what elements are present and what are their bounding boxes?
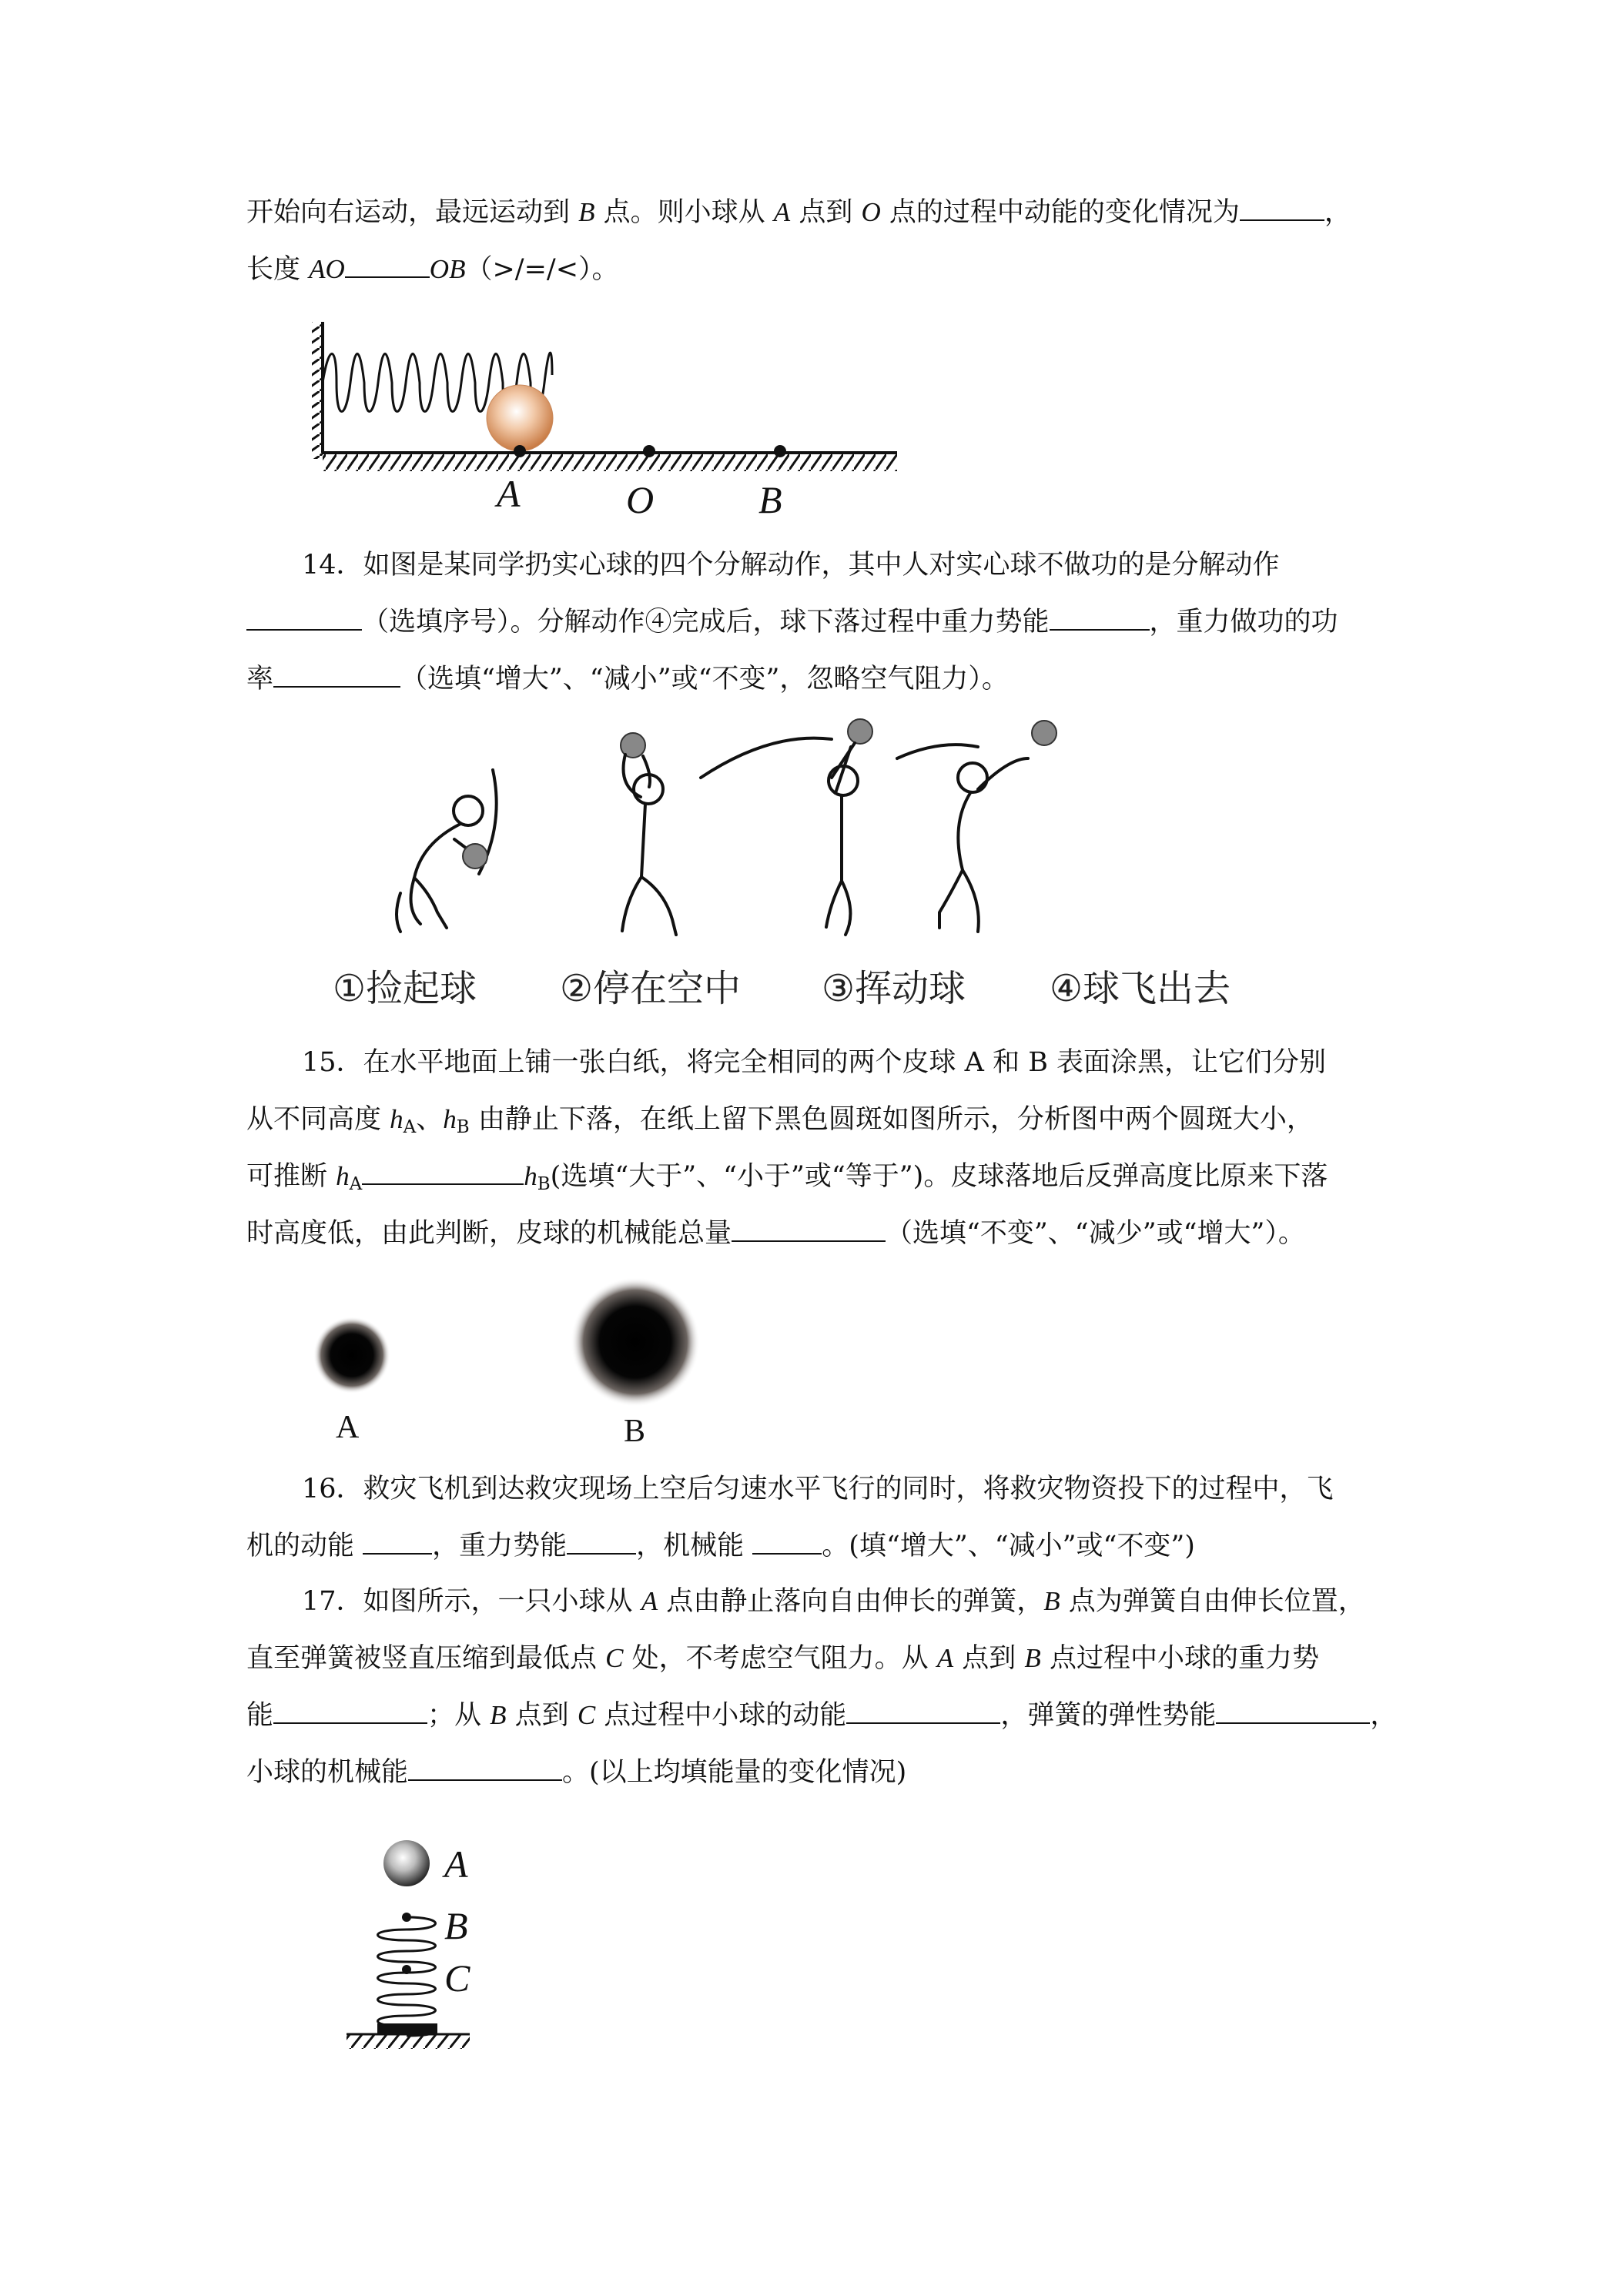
label-o: O <box>626 478 655 521</box>
question-number: 16． <box>302 1474 363 1504</box>
text: （选填序号）。分解动作④完成后，球下落过程中重力势能 <box>362 607 1050 638</box>
answer-blank[interactable] <box>752 1530 822 1555</box>
pose-throw <box>897 721 1056 932</box>
text: ，重力势能 <box>432 1531 568 1561</box>
text: 、 <box>416 1104 444 1135</box>
point-b: B <box>490 1700 507 1730</box>
subscript-b: B <box>537 1174 551 1194</box>
spring-label-c: C <box>444 1956 470 2000</box>
text: 点过程中小球的重力势 <box>1040 1643 1319 1674</box>
height-symbol: h <box>390 1104 403 1134</box>
q15-line2 <box>246 1103 1314 1144</box>
q14-line2 <box>246 605 1338 639</box>
spot-label-a: A <box>336 1410 360 1445</box>
segment-ao: AO <box>309 254 345 284</box>
q14-line1 <box>302 548 1280 582</box>
text: 点的过程中动能的变化情况为 <box>880 197 1240 228</box>
q16-line1 <box>302 1472 1334 1506</box>
q13-line2 <box>246 253 619 286</box>
text: 救灾飞机到达救灾现场上空后匀速水平飞行的同时，将救灾物资投下的过程中，飞 <box>363 1474 1334 1504</box>
subscript-a: A <box>349 1174 363 1194</box>
label-b: B <box>758 478 782 521</box>
base-plate <box>377 2023 437 2034</box>
question-number: 17． <box>302 1586 363 1617</box>
spot-b <box>571 1277 700 1407</box>
text: 机的动能 <box>246 1531 363 1561</box>
height-symbol: h <box>336 1161 350 1191</box>
subscript-b: B <box>456 1117 470 1137</box>
answer-blank[interactable] <box>246 606 362 631</box>
point-a: A <box>773 197 791 227</box>
text: 点过程中小球的动能 <box>595 1700 847 1731</box>
question-number: 14． <box>302 550 363 581</box>
q15-line3 <box>246 1160 1328 1201</box>
q15-line4 <box>246 1217 1305 1250</box>
spot-a <box>313 1317 390 1394</box>
text: (选填“大于”、“小于”或“等于”)。皮球落地后反弹高度比原来下落 <box>550 1161 1328 1192</box>
pose-hold <box>621 733 676 935</box>
answer-blank[interactable] <box>846 1699 1000 1724</box>
point-c: C <box>577 1700 596 1730</box>
text: 小球的机械能 <box>246 1757 409 1788</box>
spring-ball-figure <box>304 316 912 539</box>
vertical-spring <box>378 1917 436 2036</box>
text: （选填“不变”、“减少”或“增大”）。 <box>886 1218 1305 1249</box>
text: 。(以上均填能量的变化情况) <box>562 1757 907 1788</box>
point-o: O <box>861 197 881 227</box>
point-c-dot <box>402 1965 411 1974</box>
answer-blank[interactable] <box>362 1160 524 1185</box>
text: 由静止下落，在纸上留下黑色圆斑如图所示，分析图中两个圆斑大小， <box>469 1104 1314 1135</box>
label-a: A <box>497 472 521 515</box>
pose-pick-up <box>397 770 497 932</box>
spring-label-b: B <box>444 1904 468 1947</box>
q17-line4 <box>246 1755 906 1789</box>
segment-ob: OB <box>429 254 466 284</box>
text: （选填“增大”、“减小”或“不变”，忽略空气阻力）。 <box>400 664 1009 694</box>
text: ， <box>1324 197 1351 228</box>
text: ，机械能 <box>636 1531 753 1561</box>
height-symbol: h <box>524 1161 537 1191</box>
answer-blank[interactable] <box>408 1756 562 1781</box>
text: 如图是某同学扔实心球的四个分解动作，其中人对实心球不做功的是分解动作 <box>363 550 1280 581</box>
text: 点由静止落向自由伸长的弹簧， <box>658 1586 1044 1617</box>
point-b-dot <box>402 1913 411 1922</box>
pose-swing <box>701 719 872 935</box>
point-c: C <box>605 1643 624 1673</box>
point-b: B <box>1024 1643 1041 1673</box>
q13-line1 <box>246 196 1351 229</box>
wall-hatch <box>312 322 323 459</box>
text: ，弹簧的弹性势能 <box>1000 1700 1217 1731</box>
point-a: A <box>641 1586 658 1616</box>
floor-hatch <box>347 2035 470 2049</box>
text: 点到 <box>790 197 862 228</box>
q17-line1 <box>302 1585 1365 1618</box>
vertical-spring-figure <box>339 1832 493 2056</box>
caption-pose-4: ④球飞出去 <box>1050 967 1231 1010</box>
q17-line2 <box>246 1642 1319 1675</box>
answer-blank[interactable] <box>345 253 430 278</box>
text: 从不同高度 <box>246 1104 390 1135</box>
text: 开始向右运动，最远运动到 <box>246 197 579 228</box>
ground-hatch <box>323 454 897 471</box>
text: 率 <box>246 664 274 694</box>
point-b: B <box>578 197 595 227</box>
answer-blank[interactable] <box>363 1530 432 1555</box>
text: 点。则小球从 <box>594 197 774 228</box>
spot-label-b: B <box>624 1414 646 1449</box>
text: （>/=/<）。 <box>465 254 619 285</box>
caption-pose-1: ①捡起球 <box>333 967 477 1010</box>
point-o-dot <box>643 445 655 457</box>
ink-spots-figure <box>304 1270 720 1424</box>
point-b: B <box>1043 1586 1060 1616</box>
point-a: A <box>936 1643 954 1673</box>
text: 直至弹簧被竖直压缩到最低点 <box>246 1643 606 1674</box>
text: 点到 <box>953 1643 1025 1674</box>
q17-line3 <box>246 1699 1397 1732</box>
text: ， <box>1370 1700 1398 1731</box>
ball <box>487 385 553 451</box>
text: 时高度低，由此判断，皮球的机械能总量 <box>246 1218 732 1249</box>
answer-blank[interactable] <box>1240 196 1324 221</box>
text: 点为弹簧自由伸长位置， <box>1060 1586 1365 1617</box>
height-symbol: h <box>443 1104 457 1134</box>
text: 处，不考虑空气阻力。从 <box>623 1643 937 1674</box>
answer-blank[interactable] <box>567 1530 636 1555</box>
caption-pose-2: ②停在空中 <box>560 967 742 1010</box>
text: ；从 <box>427 1700 491 1731</box>
subscript-a: A <box>403 1117 417 1137</box>
text: 在水平地面上铺一张白纸，将完全相同的两个皮球 A 和 B 表面涂黑，让它们分别 <box>363 1047 1327 1078</box>
answer-blank[interactable] <box>1216 1699 1370 1724</box>
answer-blank[interactable] <box>273 663 400 688</box>
answer-blank[interactable] <box>732 1217 886 1242</box>
answer-blank[interactable] <box>273 1699 427 1724</box>
point-a-dot <box>514 445 526 457</box>
text: 。(填“增大”、“减小”或“不变”) <box>822 1531 1195 1561</box>
point-b-dot <box>774 445 786 457</box>
text: ，重力做功的功 <box>1149 607 1338 638</box>
q15-line1 <box>302 1046 1326 1079</box>
answer-blank[interactable] <box>1050 606 1150 631</box>
q16-line2 <box>246 1529 1195 1563</box>
question-number: 15． <box>302 1047 363 1078</box>
text: 点到 <box>506 1700 578 1731</box>
spring-label-a: A <box>444 1842 468 1886</box>
caption-pose-3: ③挥动球 <box>822 967 966 1010</box>
text: 如图所示，一只小球从 <box>363 1586 641 1617</box>
throwing-poses-figure <box>377 716 1271 947</box>
text: 能 <box>246 1700 274 1731</box>
falling-ball <box>383 1840 430 1886</box>
text: 可推断 <box>246 1161 337 1192</box>
text: 长度 <box>246 254 310 285</box>
q14-line3 <box>246 662 1009 696</box>
